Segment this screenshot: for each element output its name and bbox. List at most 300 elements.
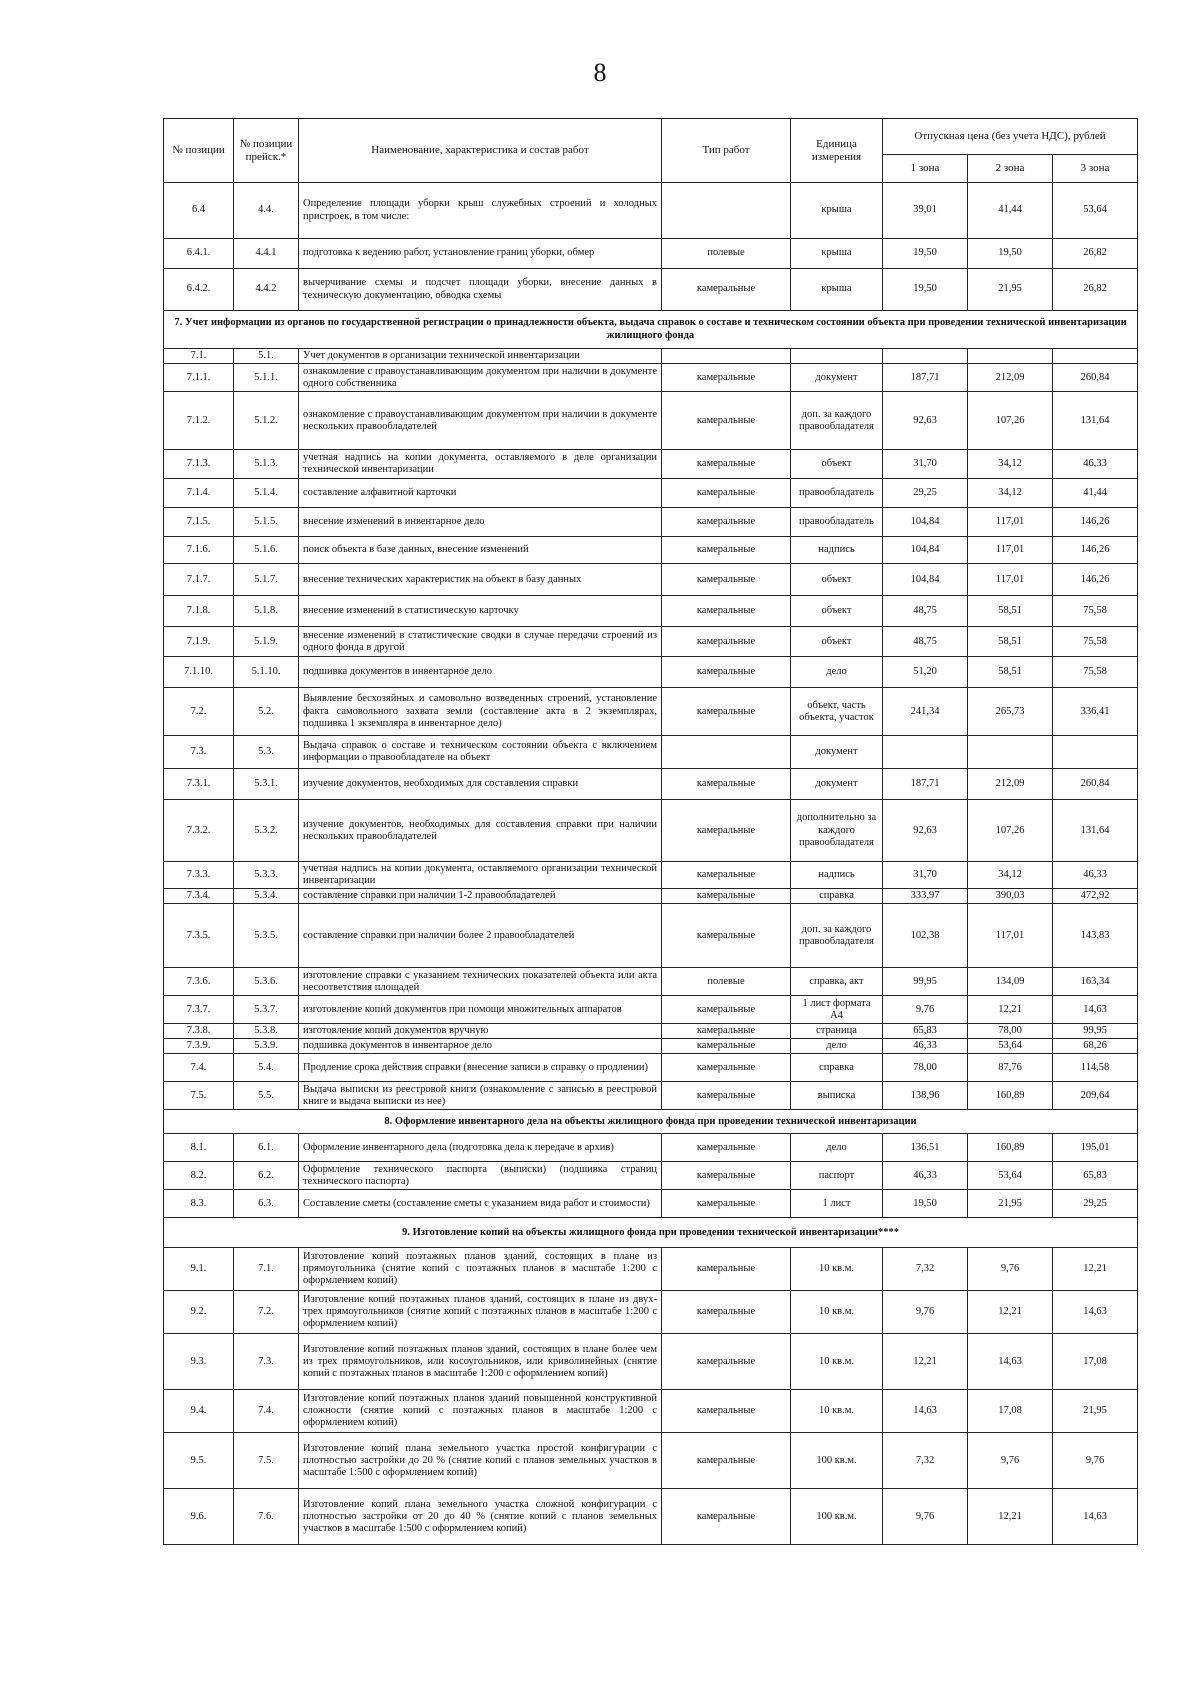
work-type-cell: камеральные (662, 800, 791, 862)
work-type-cell: камеральные (662, 1390, 791, 1433)
zone-1-price-cell: 9,76 (883, 1489, 968, 1545)
pricelist-position-cell: 5.3.8. (234, 1024, 299, 1039)
zone-3-price-cell: 260,84 (1053, 769, 1138, 800)
zone-1-price-cell: 78,00 (883, 1054, 968, 1082)
unit-cell: доп. за каждого правообладателя (791, 392, 883, 450)
unit-cell: справка (791, 1054, 883, 1082)
zone-1-price-cell: 241,34 (883, 688, 968, 736)
section-title-row (164, 311, 1138, 349)
table-row (164, 392, 1138, 450)
position-cell: 7.4. (164, 1054, 234, 1082)
table-row (164, 736, 1138, 769)
zone-2-price-cell: 19,50 (968, 239, 1053, 269)
position-cell: 7.3.6. (164, 968, 234, 996)
zone-1-price-cell: 92,63 (883, 392, 968, 450)
zone-1-price-cell: 12,21 (883, 1334, 968, 1390)
zone-2-price-cell: 21,95 (968, 269, 1053, 311)
unit-cell: 100 кв.м. (791, 1489, 883, 1545)
work-name-cell: внесение технических характеристик на объект в базу данных (299, 564, 662, 596)
zone-2-price-cell: 58,51 (968, 627, 1053, 657)
table-row (164, 627, 1138, 657)
zone-1-price-cell: 187,71 (883, 364, 968, 392)
zone-1-price-cell: 7,32 (883, 1248, 968, 1291)
table-row (164, 239, 1138, 269)
work-name-cell: подшивка документов в инвентарное дело (299, 657, 662, 688)
position-cell: 7.2. (164, 688, 234, 736)
work-name-cell: внесение изменений в инвентарное дело (299, 508, 662, 537)
work-name-cell: Составление сметы (составление сметы с указанием вида работ и стоимости) (299, 1190, 662, 1218)
table-body (164, 183, 1138, 1545)
unit-cell: документ (791, 769, 883, 800)
pricelist-position-cell: 6.1. (234, 1134, 299, 1162)
work-name-cell: изготовление копий документов при помощи множительных аппаратов (299, 996, 662, 1024)
zone-1-price-cell: 99,95 (883, 968, 968, 996)
zone-2-price-cell: 12,21 (968, 1291, 1053, 1334)
zone-2-price-cell: 117,01 (968, 564, 1053, 596)
work-type-cell: камеральные (662, 657, 791, 688)
pricelist-position-cell: 5.3. (234, 736, 299, 769)
zone-2-price-cell: 107,26 (968, 800, 1053, 862)
zone-3-price-cell: 146,26 (1053, 564, 1138, 596)
zone-2-price-cell: 265,73 (968, 688, 1053, 736)
zone-1-price-cell: 29,25 (883, 479, 968, 508)
unit-cell: справка, акт (791, 968, 883, 996)
zone-1-price-cell: 14,63 (883, 1390, 968, 1433)
position-cell: 7.1. (164, 349, 234, 364)
header-price: Отпускная цена (без учета НДС), рублей (883, 119, 1138, 155)
pricelist-position-cell: 7.4. (234, 1390, 299, 1433)
zone-2-price-cell: 134,09 (968, 968, 1053, 996)
work-name-cell: Оформление технического паспорта (выписки) (подшивка страниц технического паспорта) (299, 1162, 662, 1190)
zone-3-price-cell: 46,33 (1053, 862, 1138, 889)
zone-3-price-cell: 26,82 (1053, 239, 1138, 269)
work-name-cell: Выдача справок о составе и техническом состоянии объекта с включением информации о правообладателе на объект (299, 736, 662, 769)
pricelist-position-cell: 5.1.6. (234, 537, 299, 564)
work-name-cell: поиск объекта в базе данных, внесение изменений (299, 537, 662, 564)
unit-cell: 10 кв.м. (791, 1334, 883, 1390)
pricelist-position-cell: 5.1.9. (234, 627, 299, 657)
work-name-cell: Изготовление копий поэтажных планов зданий, состоящих в плане из прямоугольника (снятие копий с поэтажных планов в масштабе 1:200 с оформлением копий) (299, 1248, 662, 1291)
work-type-cell: камеральные (662, 1248, 791, 1291)
pricelist-position-cell: 7.2. (234, 1291, 299, 1334)
position-cell: 9.5. (164, 1433, 234, 1489)
pricelist-position-cell: 5.3.3. (234, 862, 299, 889)
work-type-cell: камеральные (662, 862, 791, 889)
zone-1-price-cell: 19,50 (883, 239, 968, 269)
work-type-cell: камеральные (662, 537, 791, 564)
zone-2-price-cell: 17,08 (968, 1390, 1053, 1433)
zone-2-price-cell: 212,09 (968, 769, 1053, 800)
work-name-cell: изготовление справки с указанием технических показателей объекта или акта несоответствия площадей (299, 968, 662, 996)
header-position: № позиции (164, 119, 234, 183)
position-cell: 9.2. (164, 1291, 234, 1334)
table-row (164, 996, 1138, 1024)
table-row (164, 1334, 1138, 1390)
zone-1-price-cell: 39,01 (883, 183, 968, 239)
zone-3-price-cell: 131,64 (1053, 392, 1138, 450)
pricelist-position-cell: 7.6. (234, 1489, 299, 1545)
zone-3-price-cell: 14,63 (1053, 996, 1138, 1024)
pricelist-position-cell: 5.3.6. (234, 968, 299, 996)
work-type-cell: камеральные (662, 1134, 791, 1162)
table-row (164, 364, 1138, 392)
header-zone-1: 1 зона (883, 155, 968, 183)
zone-2-price-cell: 53,64 (968, 1039, 1053, 1054)
zone-1-price-cell: 138,96 (883, 1082, 968, 1110)
zone-2-price-cell: 390,03 (968, 889, 1053, 904)
zone-3-price-cell: 163,34 (1053, 968, 1138, 996)
work-type-cell: камеральные (662, 1082, 791, 1110)
position-cell: 8.2. (164, 1162, 234, 1190)
unit-cell: 10 кв.м. (791, 1248, 883, 1291)
unit-cell: объект (791, 627, 883, 657)
work-type-cell (662, 349, 791, 364)
work-type-cell: камеральные (662, 392, 791, 450)
pricelist-position-cell: 4.4. (234, 183, 299, 239)
unit-cell: надпись (791, 862, 883, 889)
zone-3-price-cell: 9,76 (1053, 1433, 1138, 1489)
position-cell: 7.1.7. (164, 564, 234, 596)
zone-3-price-cell: 209,64 (1053, 1082, 1138, 1110)
unit-cell: дополнительно за каждого правообладателя (791, 800, 883, 862)
work-type-cell: камеральные (662, 450, 791, 479)
table-row (164, 1433, 1138, 1489)
pricelist-position-cell: 7.3. (234, 1334, 299, 1390)
zone-2-price-cell: 117,01 (968, 904, 1053, 968)
table-row (164, 269, 1138, 311)
zone-3-price-cell: 146,26 (1053, 537, 1138, 564)
unit-cell: правообладатель (791, 508, 883, 537)
unit-cell: объект (791, 564, 883, 596)
zone-3-price-cell (1053, 349, 1138, 364)
zone-3-price-cell: 21,95 (1053, 1390, 1138, 1433)
zone-2-price-cell: 12,21 (968, 1489, 1053, 1545)
zone-1-price-cell: 9,76 (883, 1291, 968, 1334)
unit-cell: документ (791, 364, 883, 392)
section-title-row (164, 1218, 1138, 1248)
work-name-cell: Изготовление копий поэтажных планов зданий, состоящих в плане более чем из трех прямоугольников, или косоугольников, или криволинейных (снятие копий с поэтажных планов в масштабе 1:200 с оформлением копий) (299, 1334, 662, 1390)
unit-cell: выписка (791, 1082, 883, 1110)
pricelist-position-cell: 5.1.4. (234, 479, 299, 508)
position-cell: 7.1.10. (164, 657, 234, 688)
unit-cell: объект (791, 596, 883, 627)
zone-2-price-cell (968, 736, 1053, 769)
pricelist-position-cell: 5.1.2. (234, 392, 299, 450)
zone-2-price-cell: 21,95 (968, 1190, 1053, 1218)
zone-3-price-cell: 17,08 (1053, 1334, 1138, 1390)
zone-1-price-cell: 333,97 (883, 889, 968, 904)
position-cell: 6.4.2. (164, 269, 234, 311)
position-cell: 7.1.4. (164, 479, 234, 508)
zone-3-price-cell: 75,58 (1053, 627, 1138, 657)
work-type-cell: камеральные (662, 1054, 791, 1082)
zone-3-price-cell: 14,63 (1053, 1489, 1138, 1545)
zone-1-price-cell: 31,70 (883, 862, 968, 889)
zone-3-price-cell: 336,41 (1053, 688, 1138, 736)
work-type-cell: камеральные (662, 1334, 791, 1390)
unit-cell: крыша (791, 239, 883, 269)
table-row (164, 1390, 1138, 1433)
pricelist-position-cell: 5.2. (234, 688, 299, 736)
zone-1-price-cell: 46,33 (883, 1039, 968, 1054)
table-row (164, 1134, 1138, 1162)
header-zone-2: 2 зона (968, 155, 1053, 183)
position-cell: 9.3. (164, 1334, 234, 1390)
work-type-cell: камеральные (662, 688, 791, 736)
work-type-cell: камеральные (662, 269, 791, 311)
work-name-cell: Изготовление копий поэтажных планов зданий повышенной конструктивной сложности (снятие копий с поэтажных планов в масштабе 1:200 с оформлением копий) (299, 1390, 662, 1433)
position-cell: 6.4 (164, 183, 234, 239)
table-row (164, 1190, 1138, 1218)
zone-3-price-cell: 26,82 (1053, 269, 1138, 311)
work-type-cell: камеральные (662, 889, 791, 904)
unit-cell: дело (791, 657, 883, 688)
page-number: 8 (593, 58, 607, 87)
work-type-cell: камеральные (662, 1162, 791, 1190)
pricelist-position-cell: 5.1.5. (234, 508, 299, 537)
zone-2-price-cell: 107,26 (968, 392, 1053, 450)
table-row (164, 183, 1138, 239)
pricelist-position-cell: 5.1.3. (234, 450, 299, 479)
table-row (164, 1039, 1138, 1054)
pricelist-position-cell: 6.2. (234, 1162, 299, 1190)
pricelist-position-cell: 7.5. (234, 1433, 299, 1489)
work-type-cell: камеральные (662, 1024, 791, 1039)
work-name-cell: Продление срока действия справки (внесение записи в справку о продлении) (299, 1054, 662, 1082)
pricelist-position-cell: 5.1.7. (234, 564, 299, 596)
table-row (164, 450, 1138, 479)
work-type-cell: камеральные (662, 596, 791, 627)
table-row (164, 596, 1138, 627)
zone-1-price-cell (883, 736, 968, 769)
table-row (164, 1082, 1138, 1110)
table-row (164, 349, 1138, 364)
unit-cell: правообладатель (791, 479, 883, 508)
position-cell: 7.3. (164, 736, 234, 769)
position-cell: 7.3.8. (164, 1024, 234, 1039)
work-name-cell: изучение документов, необходимых для составления справки (299, 769, 662, 800)
unit-cell: дело (791, 1039, 883, 1054)
table-row (164, 657, 1138, 688)
position-cell: 7.3.4. (164, 889, 234, 904)
zone-2-price-cell: 58,51 (968, 657, 1053, 688)
zone-1-price-cell: 51,20 (883, 657, 968, 688)
zone-1-price-cell: 104,84 (883, 564, 968, 596)
pricelist-position-cell: 5.3.2. (234, 800, 299, 862)
work-name-cell: составление справки при наличии более 2 правообладателей (299, 904, 662, 968)
work-name-cell: Изготовление копий плана земельного участка простой конфигурации с плотностью застройки до 20 % (снятие копий с планов земельных участков в масштабе 1:500 с оформлением копий) (299, 1433, 662, 1489)
zone-3-price-cell: 143,83 (1053, 904, 1138, 968)
price-table (163, 118, 1138, 1545)
position-cell: 7.1.2. (164, 392, 234, 450)
position-cell: 7.1.8. (164, 596, 234, 627)
table-row (164, 1291, 1138, 1334)
zone-3-price-cell: 131,64 (1053, 800, 1138, 862)
work-name-cell: Изготовление копий плана земельного участка сложной конфигурации с плотностью застройки от 20 до 40 % (снятие копий с планов земельных участков в масштабе 1:500 с оформлением копий) (299, 1489, 662, 1545)
zone-2-price-cell: 9,76 (968, 1433, 1053, 1489)
zone-2-price-cell: 41,44 (968, 183, 1053, 239)
work-type-cell: камеральные (662, 364, 791, 392)
zone-1-price-cell: 187,71 (883, 769, 968, 800)
table-row (164, 968, 1138, 996)
position-cell: 7.3.9. (164, 1039, 234, 1054)
work-name-cell: составление алфавитной карточки (299, 479, 662, 508)
unit-cell: объект, часть объекта, участок (791, 688, 883, 736)
work-name-cell: составление справки при наличии 1-2 правообладателей (299, 889, 662, 904)
table-row (164, 1054, 1138, 1082)
zone-1-price-cell: 102,38 (883, 904, 968, 968)
work-type-cell: камеральные (662, 479, 791, 508)
section-title-row (164, 1110, 1138, 1134)
position-cell: 7.1.9. (164, 627, 234, 657)
unit-cell: страница (791, 1024, 883, 1039)
zone-3-price-cell: 65,83 (1053, 1162, 1138, 1190)
work-name-cell: Оформление инвентарного дела (подготовка дела к передаче в архив) (299, 1134, 662, 1162)
table-row (164, 688, 1138, 736)
position-cell: 9.6. (164, 1489, 234, 1545)
table-row (164, 1162, 1138, 1190)
header-pricelist-position: № позиции прейск.* (234, 119, 299, 183)
work-name-cell: Выявление бесхозяйных и самовольно возведенных строений, установление факта самовольного захвата земли (составление акта в 2 экземплярах, подшивка 1 экземпляра в инвентарное дело) (299, 688, 662, 736)
work-type-cell: камеральные (662, 996, 791, 1024)
work-name-cell: учетная надпись на копии документа, оставляемого в деле организации технической инвентаризации (299, 450, 662, 479)
zone-1-price-cell: 92,63 (883, 800, 968, 862)
table-row (164, 1489, 1138, 1545)
position-cell: 9.1. (164, 1248, 234, 1291)
zone-1-price-cell: 19,50 (883, 269, 968, 311)
position-cell: 7.5. (164, 1082, 234, 1110)
zone-2-price-cell: 58,51 (968, 596, 1053, 627)
table-row (164, 537, 1138, 564)
zone-2-price-cell: 34,12 (968, 479, 1053, 508)
work-type-cell (662, 183, 791, 239)
unit-cell: паспорт (791, 1162, 883, 1190)
pricelist-position-cell: 4.4.2 (234, 269, 299, 311)
zone-1-price-cell: 46,33 (883, 1162, 968, 1190)
header-work-type: Тип работ (662, 119, 791, 183)
zone-2-price-cell: 160,89 (968, 1082, 1053, 1110)
zone-3-price-cell: 75,58 (1053, 596, 1138, 627)
position-cell: 6.4.1. (164, 239, 234, 269)
position-cell: 9.4. (164, 1390, 234, 1433)
zone-3-price-cell (1053, 736, 1138, 769)
position-cell: 8.3. (164, 1190, 234, 1218)
zone-2-price-cell: 117,01 (968, 508, 1053, 537)
zone-1-price-cell: 104,84 (883, 537, 968, 564)
unit-cell: 1 лист формата А4 (791, 996, 883, 1024)
zone-2-price-cell: 14,63 (968, 1334, 1053, 1390)
work-type-cell: полевые (662, 968, 791, 996)
work-name-cell: ознакомление с правоустанавливающим документом при наличии в документе нескольких правообладателей (299, 392, 662, 450)
zone-3-price-cell: 146,26 (1053, 508, 1138, 537)
zone-1-price-cell: 7,32 (883, 1433, 968, 1489)
zone-1-price-cell: 9,76 (883, 996, 968, 1024)
table-row (164, 889, 1138, 904)
zone-2-price-cell: 34,12 (968, 450, 1053, 479)
work-type-cell (662, 736, 791, 769)
zone-1-price-cell: 48,75 (883, 627, 968, 657)
pricelist-position-cell: 4.4.1 (234, 239, 299, 269)
pricelist-position-cell: 6.3. (234, 1190, 299, 1218)
zone-2-price-cell: 212,09 (968, 364, 1053, 392)
pricelist-position-cell: 5.3.7. (234, 996, 299, 1024)
work-name-cell: учетная надпись на копии документа, оставляемого организации технической инвентаризации (299, 862, 662, 889)
zone-3-price-cell: 46,33 (1053, 450, 1138, 479)
section-title: 8. Оформление инвентарного дела на объекты жилищного фонда при проведении технической инвентаризации (164, 1110, 1138, 1134)
header-work-name: Наименование, характеристика и состав работ (299, 119, 662, 183)
zone-3-price-cell: 29,25 (1053, 1190, 1138, 1218)
zone-3-price-cell: 260,84 (1053, 364, 1138, 392)
position-cell: 7.3.3. (164, 862, 234, 889)
unit-cell (791, 349, 883, 364)
unit-cell: 10 кв.м. (791, 1390, 883, 1433)
work-type-cell: камеральные (662, 1039, 791, 1054)
table-row (164, 508, 1138, 537)
zone-3-price-cell: 99,95 (1053, 1024, 1138, 1039)
work-name-cell: подшивка документов в инвентарное дело (299, 1039, 662, 1054)
position-cell: 7.1.1. (164, 364, 234, 392)
work-type-cell: камеральные (662, 508, 791, 537)
zone-1-price-cell: 48,75 (883, 596, 968, 627)
pricelist-position-cell: 5.1.1. (234, 364, 299, 392)
zone-3-price-cell: 75,58 (1053, 657, 1138, 688)
unit-cell: дело (791, 1134, 883, 1162)
table-row (164, 862, 1138, 889)
pricelist-position-cell: 5.1.8. (234, 596, 299, 627)
pricelist-position-cell: 5.3.9. (234, 1039, 299, 1054)
unit-cell: 1 лист (791, 1190, 883, 1218)
section-title: 9. Изготовление копий на объекты жилищного фонда при проведении технической инвентаризации**** (164, 1218, 1138, 1248)
pricelist-position-cell: 5.5. (234, 1082, 299, 1110)
position-cell: 7.1.5. (164, 508, 234, 537)
unit-cell: крыша (791, 183, 883, 239)
header-unit: Единица измерения (791, 119, 883, 183)
position-cell: 7.3.5. (164, 904, 234, 968)
work-type-cell: полевые (662, 239, 791, 269)
work-type-cell: камеральные (662, 1489, 791, 1545)
pricelist-position-cell: 5.3.4. (234, 889, 299, 904)
zone-1-price-cell: 31,70 (883, 450, 968, 479)
unit-cell: документ (791, 736, 883, 769)
unit-cell: справка (791, 889, 883, 904)
work-name-cell: изготовление копий документов вручную (299, 1024, 662, 1039)
work-name-cell: внесение изменений в статистическую карточку (299, 596, 662, 627)
pricelist-position-cell: 5.1. (234, 349, 299, 364)
pricelist-position-cell: 5.3.1. (234, 769, 299, 800)
unit-cell: доп. за каждого правообладателя (791, 904, 883, 968)
zone-2-price-cell: 78,00 (968, 1024, 1053, 1039)
zone-2-price-cell (968, 349, 1053, 364)
table-row (164, 564, 1138, 596)
unit-cell: надпись (791, 537, 883, 564)
table-row (164, 1248, 1138, 1291)
work-name-cell: вычерчивание схемы и подсчет площади уборки, внесение данных в техническую документацию, обводка схемы (299, 269, 662, 311)
zone-1-price-cell: 19,50 (883, 1190, 968, 1218)
zone-1-price-cell: 65,83 (883, 1024, 968, 1039)
zone-2-price-cell: 160,89 (968, 1134, 1053, 1162)
zone-2-price-cell: 87,76 (968, 1054, 1053, 1082)
zone-2-price-cell: 53,64 (968, 1162, 1053, 1190)
table-row (164, 800, 1138, 862)
pricelist-position-cell: 7.1. (234, 1248, 299, 1291)
work-name-cell: внесение изменений в статистические сводки в случае передачи строений из одного фонда в другой (299, 627, 662, 657)
zone-2-price-cell: 12,21 (968, 996, 1053, 1024)
position-cell: 7.3.1. (164, 769, 234, 800)
work-name-cell: ознакомление с правоустанавливающим документом при наличии в документе одного собственника (299, 364, 662, 392)
zone-2-price-cell: 117,01 (968, 537, 1053, 564)
work-name-cell: изучение документов, необходимых для составления справки при наличии нескольких правообладателей (299, 800, 662, 862)
position-cell: 7.1.3. (164, 450, 234, 479)
